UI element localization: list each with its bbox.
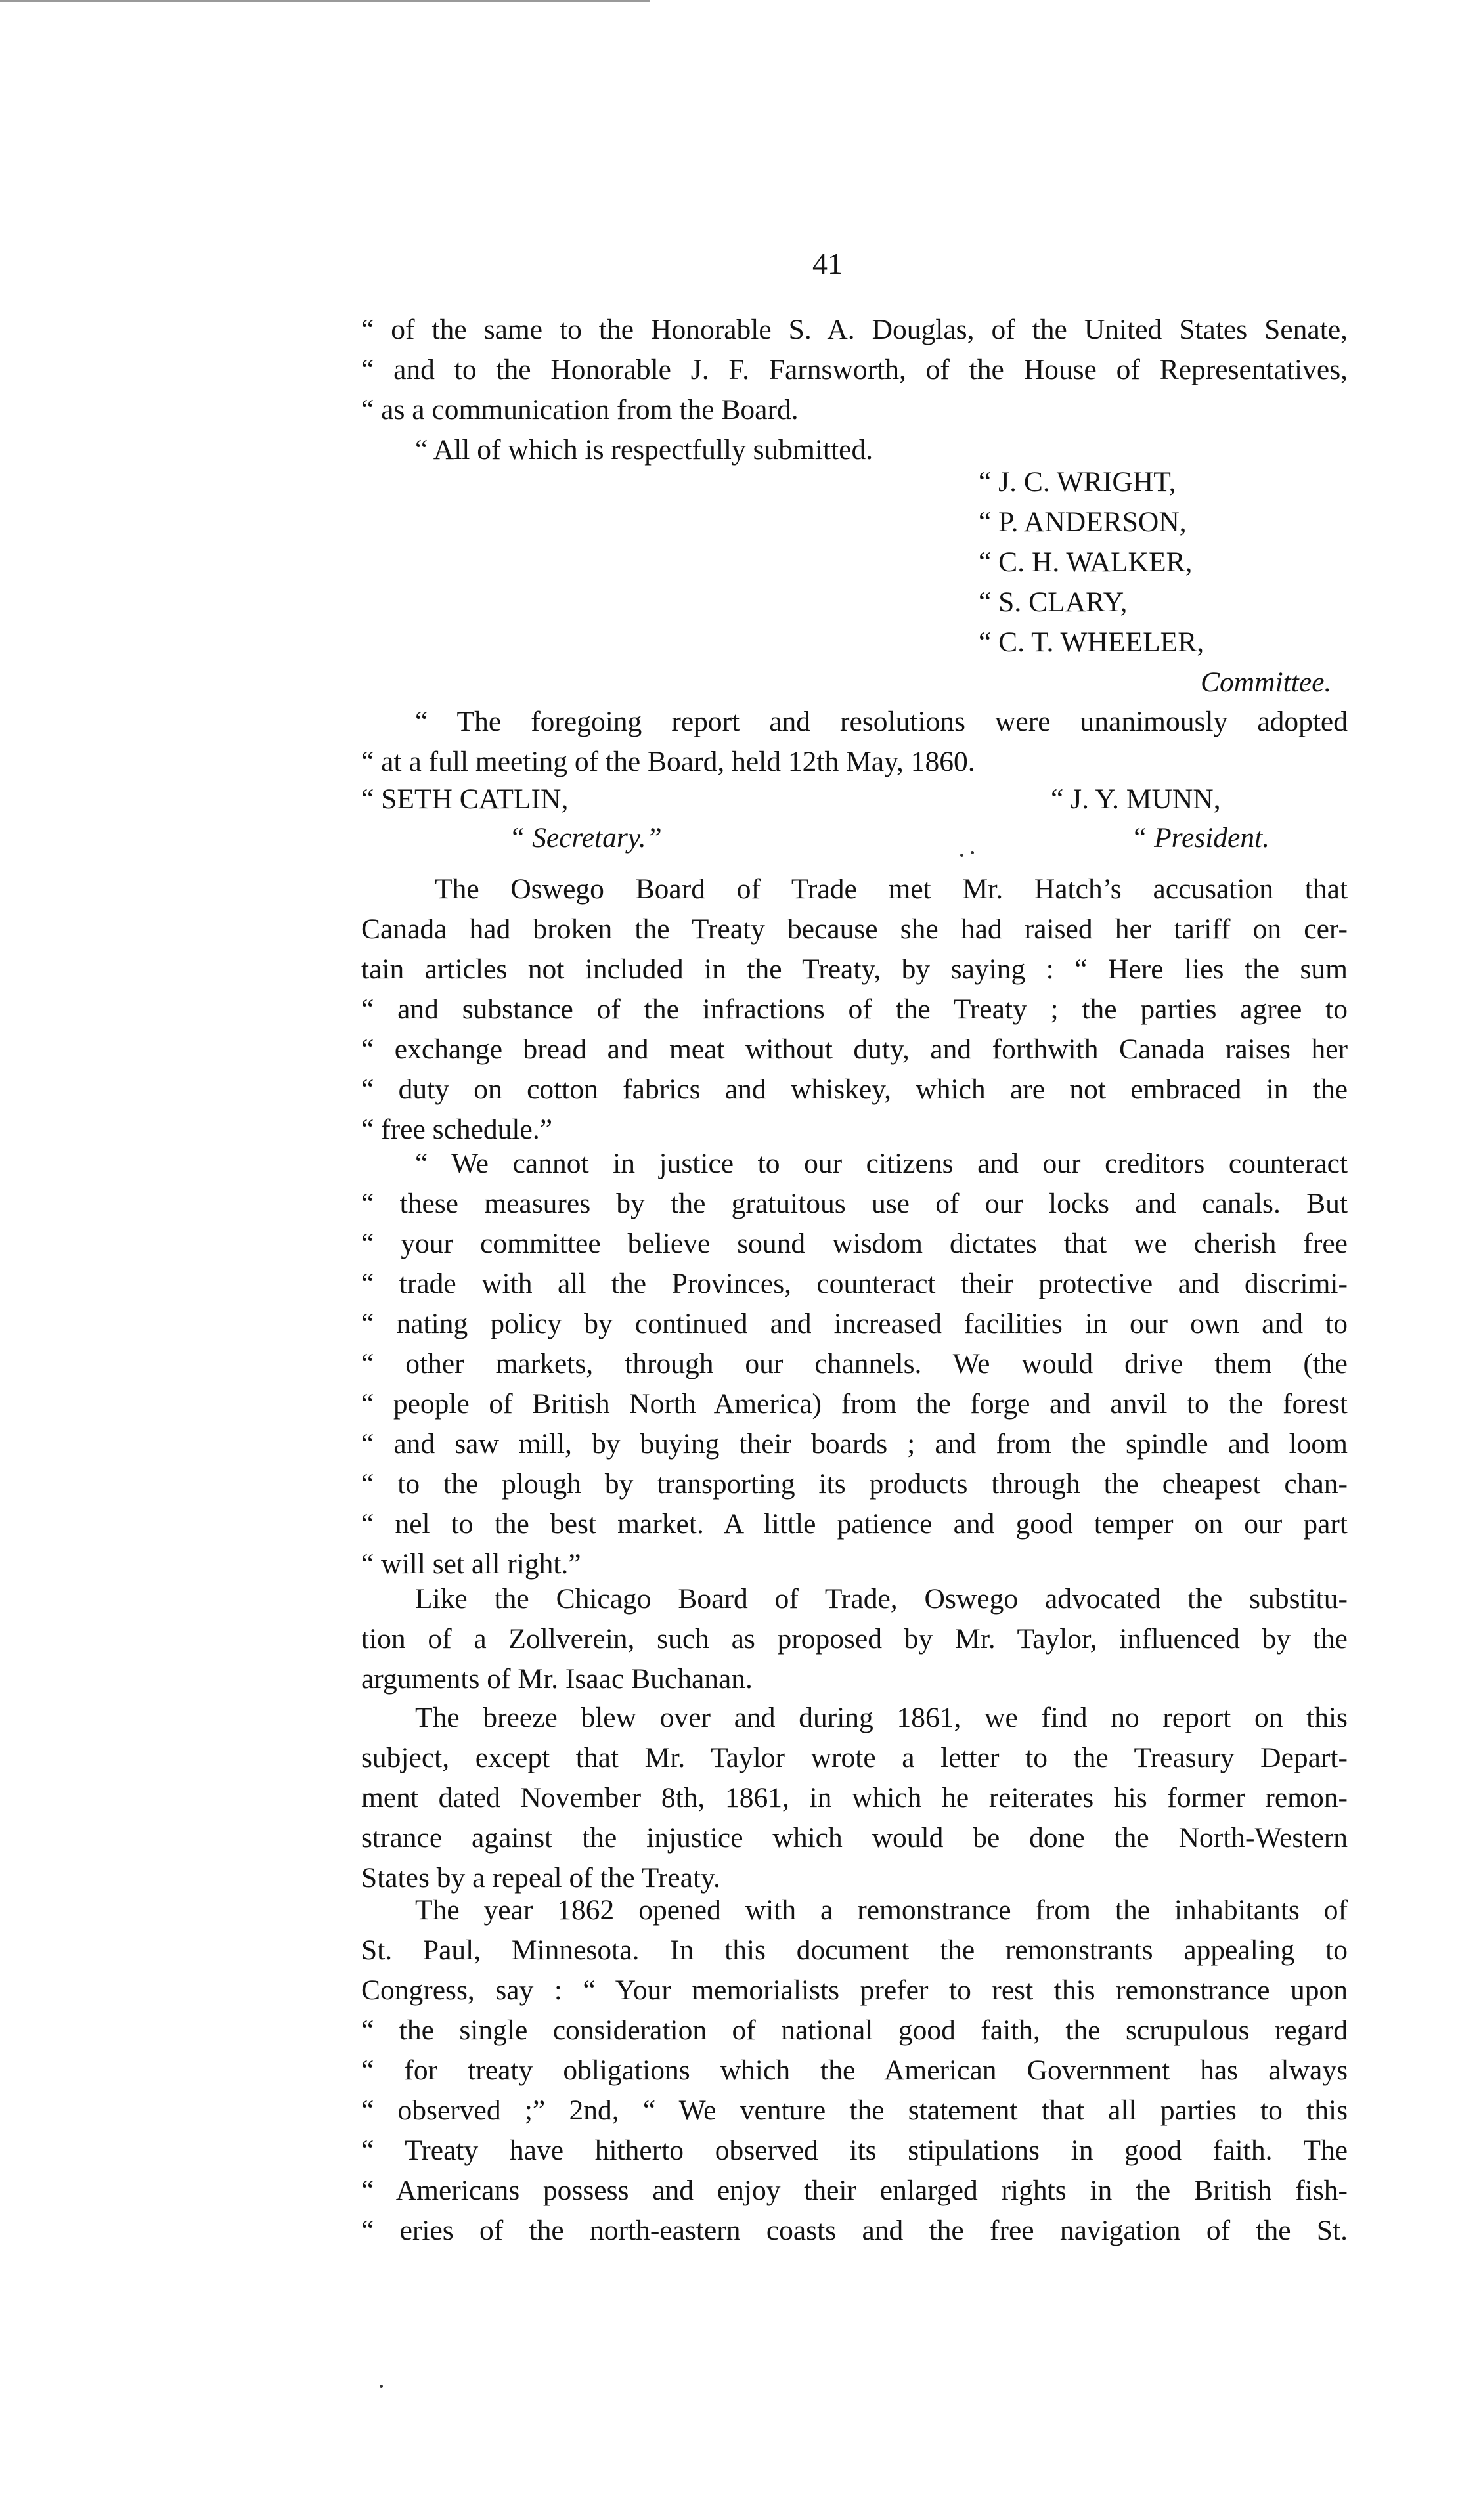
paragraph-1862 (361, 1890, 1348, 2251)
text-line: “ All of which is respectfully submitted. (415, 434, 873, 466)
text-line: tion of a Zollverein, such as proposed by Mr. Taylor, influenced by the (361, 1623, 1348, 1655)
text-line: “ observed ;” 2nd, “ We venture the statement that all parties to this (361, 2095, 1348, 2126)
committee-member: “ S. CLARY, (979, 586, 1128, 618)
text-line: “ for treaty obligations which the American Government has always (361, 2054, 1348, 2086)
text-line: “ and to the Honorable J. F. Farnsworth, of the House of Representatives, (361, 354, 1348, 385)
text-line: ment dated November 8th, 1861, in which he reiterates his former remon- (361, 1782, 1348, 1814)
paragraph-justice (361, 1144, 1348, 1584)
print-speck (960, 854, 963, 857)
text-line: “ Americans possess and enjoy their enlarged rights in the British fish- (361, 2175, 1348, 2206)
print-speck (971, 851, 974, 854)
text-line: The Oswego Board of Trade met Mr. Hatch’s accusation that (435, 873, 1348, 905)
text-line: tain articles not included in the Treaty, by saying : “ Here lies the sum (361, 953, 1348, 985)
text-line: Like the Chicago Board of Trade, Oswego advocated the substitu- (415, 1583, 1348, 1615)
text-line: “ duty on cotton fabrics and whiskey, which are not embraced in the (361, 1074, 1348, 1105)
president-title: “ President. (1131, 822, 1270, 854)
text-line: “ We cannot in justice to our citizens and our creditors counteract (415, 1148, 1348, 1179)
text-line: “ as a communication from the Board. (361, 394, 799, 425)
text-line: “ and saw mill, by buying their boards ; and from the spindle and loom (361, 1428, 1348, 1460)
text-line: “ of the same to the Honorable S. A. Douglas, of the United States Senate, (361, 314, 1348, 345)
page-number: 41 (812, 247, 843, 280)
text-line: “ trade with all the Provinces, counteract their protective and discrimi- (361, 1268, 1348, 1299)
text-line: “ other markets, through our channels. We would drive them (the (361, 1348, 1348, 1379)
committee-member: “ C. H. WALKER, (979, 546, 1193, 578)
text-line: States by a repeal of the Treaty. (361, 1862, 720, 1894)
paragraph-oswego (361, 869, 1348, 1150)
top-edge-rule (0, 0, 650, 2)
paragraph-breeze (361, 1698, 1348, 1898)
text-line: “ free schedule.” (361, 1114, 553, 1145)
secretary-name: “ SETH CATLIN, (361, 783, 569, 815)
president-name: “ J. Y. MUNN, (1051, 783, 1221, 815)
text-line: “ nel to the best market. A little patience and good temper on our part (361, 1508, 1348, 1540)
text-line: St. Paul, Minnesota. In this document the remonstrants appealing to (361, 1934, 1348, 1966)
committee-member: “ P. ANDERSON, (979, 506, 1187, 538)
committee-caption: Committee. (1201, 666, 1332, 698)
committee-member: “ J. C. WRIGHT, (979, 466, 1176, 498)
committee-signatures (979, 462, 1204, 663)
text-line: “ will set all right.” (361, 1548, 581, 1580)
paragraph-chicago (361, 1579, 1348, 1699)
print-speck (380, 2385, 383, 2388)
text-line: “ exchange bread and meat without duty, and forthwith Canada raises her (361, 1033, 1348, 1065)
text-line: “ people of British North America) from the forge and anvil to the forest (361, 1388, 1348, 1420)
text-line: Congress, say : “ Your memorialists prefer to rest this remonstrance upon (361, 1974, 1348, 2006)
text-line: “ your committee believe sound wisdom dictates that we cherish free (361, 1228, 1348, 1259)
text-line: “ at a full meeting of the Board, held 12th May, 1860. (361, 746, 975, 777)
text-line: “ and substance of the infractions of the Treaty ; the parties agree to (361, 993, 1348, 1025)
text-line: “ The foregoing report and resolutions were unanimously adopted (415, 706, 1348, 737)
text-line: “ nating policy by continued and increased facilities in our own and to (361, 1308, 1348, 1339)
secretary-title: “ Secretary.” (509, 822, 662, 854)
text-line: The year 1862 opened with a remonstrance from the inhabitants of (415, 1894, 1348, 1926)
text-line: Canada had broken the Treaty because she had raised her tariff on cer- (361, 913, 1348, 945)
text-line: “ eries of the north-eastern coasts and the free navigation of the St. (361, 2215, 1348, 2246)
text-line: The breeze blew over and during 1861, we find no report on this (415, 1702, 1348, 1733)
text-line: strance against the injustice which would be done the North-Western (361, 1822, 1348, 1854)
committee-member: “ C. T. WHEELER, (979, 626, 1204, 658)
text-line: “ to the plough by transporting its products through the cheapest chan- (361, 1468, 1348, 1500)
text-line: “ Treaty have hitherto observed its stipulations in good faith. The (361, 2135, 1348, 2166)
adoption-statement (361, 702, 1348, 782)
text-block-opening (361, 310, 1348, 470)
text-line: subject, except that Mr. Taylor wrote a letter to the Treasury Depart- (361, 1742, 1348, 1773)
text-line: arguments of Mr. Isaac Buchanan. (361, 1663, 753, 1695)
text-line: “ the single consideration of national good faith, the scrupulous regard (361, 2014, 1348, 2046)
text-line: “ these measures by the gratuitous use of our locks and canals. But (361, 1188, 1348, 1219)
